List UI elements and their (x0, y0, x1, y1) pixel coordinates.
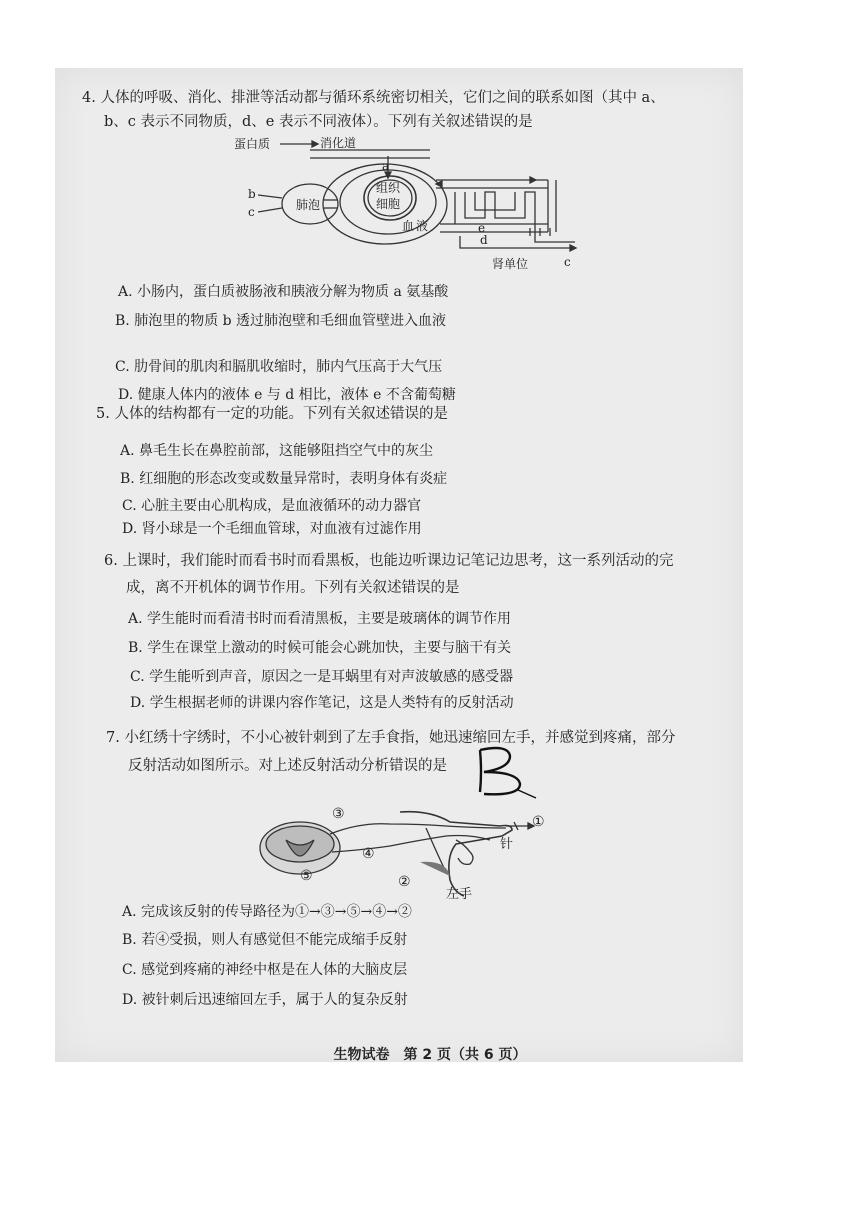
label-blood-1: 血 (402, 219, 415, 233)
label-a: a (382, 159, 390, 173)
label-left-hand: 左手 (446, 887, 473, 902)
page-footer: 生物试卷 第 2 页（共 6 页） (333, 1047, 527, 1063)
q4-option-c: C. 肋骨间的肌肉和膈肌收缩时，肺内气压高于大气压 (115, 359, 443, 375)
label-nephron: 肾单位 (492, 257, 529, 271)
q4-option-a: A. 小肠内，蛋白质被肠液和胰液分解为物质 a 氨基酸 (118, 284, 449, 300)
label-b: b (248, 187, 256, 201)
label-n1: ① (532, 814, 545, 830)
q7-stem-line1: 7. 小红绣十字绣时，不小心被针刺到了左手食指，她迅速缩回左手，并感觉到疼痛，部分 (106, 730, 676, 746)
label-n3: ③ (332, 806, 345, 822)
handwritten-answer (470, 742, 540, 802)
q7-option-b: B. 若④受损，则人有感觉但不能完成缩手反射 (122, 932, 408, 948)
label-e: e (478, 221, 486, 235)
q6-option-c: C. 学生能听到声音，原因之一是耳蜗里有对声波敏感的感受器 (130, 669, 514, 685)
q4-stem-line2: b、c 表示不同物质，d、e 表示不同液体）。下列有关叙述错误的是 (104, 114, 533, 130)
q5-option-a: A. 鼻毛生长在鼻腔前部，这能够阻挡空气中的灰尘 (120, 443, 434, 459)
q6-stem-line2: 成，离不开机体的调节作用。下列有关叙述错误的是 (126, 580, 460, 596)
q5-option-b: B. 红细胞的形态改变或数量异常时，表明身体有炎症 (120, 471, 448, 487)
q6-option-a: A. 学生能时而看清书时而看清黑板，主要是玻璃体的调节作用 (128, 611, 512, 627)
label-needle: 针 (500, 837, 514, 852)
label-c-left: c (248, 205, 255, 219)
q7-stem-line2: 反射活动如图所示。对上述反射活动分析错误的是 (128, 758, 447, 774)
q5-option-c: C. 心脏主要由心肌构成，是血液循环的动力器官 (122, 498, 422, 514)
label-d: d (480, 233, 488, 247)
q5-stem: 5. 人体的结构都有一定的功能。下列有关叙述错误的是 (96, 406, 448, 422)
label-alveolus: 肺泡 (296, 198, 321, 212)
label-tissue: 组织 (376, 181, 401, 195)
q4-option-d: D. 健康人体内的液体 e 与 d 相比，液体 e 不含葡萄糖 (118, 387, 456, 403)
q7-option-a: A. 完成该反射的传导路径为①→③→⑤→④→② (122, 904, 412, 920)
q4-option-b: B. 肺泡里的物质 b 透过肺泡壁和毛细血管壁进入血液 (115, 313, 447, 329)
label-n5: ⑤ (300, 868, 313, 884)
q7-option-c: C. 感觉到疼痛的神经中枢是在人体的大脑皮层 (122, 962, 408, 978)
label-blood-2: 液 (416, 219, 429, 233)
label-n2: ② (398, 874, 411, 890)
label-c-right: c (564, 255, 571, 269)
label-digestive-tract: 消化道 (320, 136, 357, 150)
q6-stem-line1: 6. 上课时，我们能时而看书时而看黑板，也能边听课边记笔记边思考，这一系列活动的完 (104, 553, 674, 569)
circulation-diagram (230, 132, 590, 280)
label-n4: ④ (362, 846, 375, 862)
q5-option-d: D. 肾小球是一个毛细血管球，对血液有过滤作用 (122, 521, 422, 537)
q4-stem-line1: 4. 人体的呼吸、消化、排泄等活动都与循环系统密切相关，它们之间的联系如图（其中 a、 (82, 90, 665, 106)
q6-option-d: D. 学生根据老师的讲课内容作笔记，这是人类特有的反射活动 (130, 695, 514, 711)
q6-option-b: B. 学生在课堂上激动的时候可能会心跳加快，主要与脑干有关 (128, 640, 512, 656)
label-protein: 蛋白质 (234, 137, 271, 151)
label-cell: 细胞 (376, 197, 401, 211)
q7-option-d: D. 被针刺后迅速缩回左手，属于人的复杂反射 (122, 992, 408, 1008)
reflex-arc-diagram (250, 800, 560, 908)
